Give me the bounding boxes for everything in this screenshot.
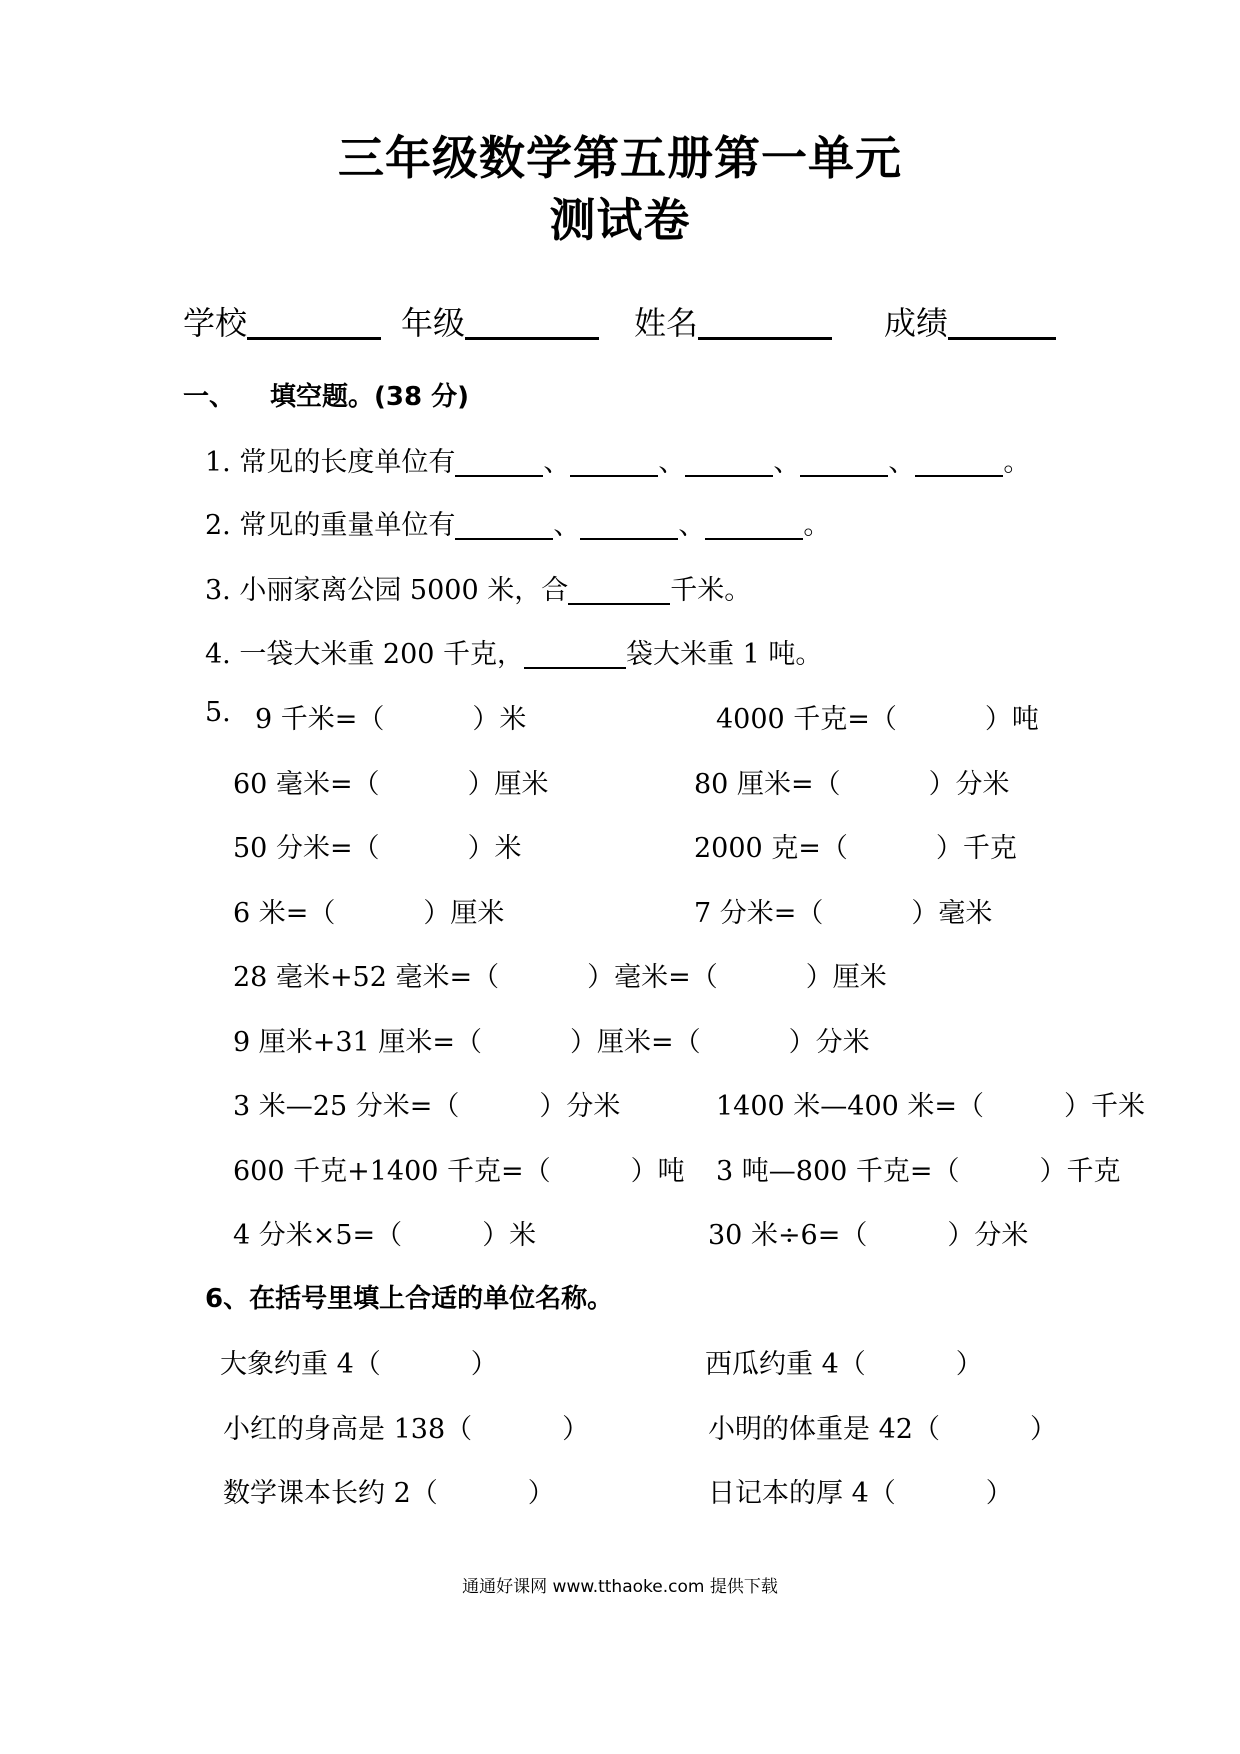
conversion-unit: ）厘米 bbox=[467, 769, 549, 800]
separator: 、 bbox=[543, 447, 571, 478]
conversion-item bbox=[716, 1149, 1121, 1188]
conversion-unit: ）千克 bbox=[935, 833, 1017, 864]
close-paren: ） bbox=[562, 1414, 590, 1445]
conversion-unit: ）毫米=（ bbox=[587, 962, 718, 993]
separator: 、 bbox=[678, 510, 706, 541]
question-text: 4. 一袋大米重 200 千克， bbox=[205, 639, 525, 670]
conversion-item bbox=[233, 1084, 620, 1123]
conversion-unit: ）吨 bbox=[984, 704, 1039, 735]
conversion-unit: ）米 bbox=[472, 704, 527, 735]
unit-text: 小明的体重是 42（ bbox=[708, 1414, 940, 1445]
conversion-item bbox=[716, 1084, 1145, 1123]
conversion-item bbox=[255, 697, 526, 736]
conversion-unit: ）厘米=（ bbox=[569, 1027, 701, 1058]
conversion-item bbox=[233, 1149, 685, 1188]
question-text: 2. 常见的重量单位有 bbox=[205, 510, 456, 541]
answer-blank[interactable] bbox=[580, 510, 678, 540]
conversion-text: 600 千克+1400 千克=（ bbox=[233, 1156, 551, 1187]
conversion-text: 3 吨—800 千克=（ bbox=[716, 1156, 960, 1187]
separator: 、 bbox=[553, 510, 581, 541]
answer-blank[interactable] bbox=[524, 639, 626, 669]
conversion-unit: ）吨 bbox=[630, 1156, 685, 1187]
close-paren: ） bbox=[1029, 1414, 1057, 1445]
answer-blank[interactable] bbox=[570, 447, 658, 477]
conversion-text: 50 分米=（ bbox=[233, 833, 380, 864]
conversion-item bbox=[708, 1213, 1028, 1252]
question-1 bbox=[205, 440, 1030, 479]
conversion-text: 9 厘米+31 厘米=（ bbox=[233, 1027, 482, 1058]
conversion-item bbox=[716, 697, 1039, 736]
name-label: 姓名 bbox=[634, 304, 699, 342]
end-mark: 。 bbox=[803, 510, 831, 541]
question-text: 1. 常见的长度单位有 bbox=[205, 447, 456, 478]
conversion-item bbox=[233, 762, 549, 801]
conversion-text: 9 千米=（ bbox=[255, 704, 385, 735]
conversion-item bbox=[694, 762, 1010, 801]
close-paren: ） bbox=[527, 1478, 555, 1509]
conversion-unit: ）分米 bbox=[788, 1027, 870, 1058]
conversion-text: 3 米—25 分米=（ bbox=[233, 1091, 460, 1122]
conversion-text: 1400 米—400 米=（ bbox=[716, 1091, 985, 1122]
unit-text: 大象约重 4（ bbox=[220, 1349, 381, 1380]
separator: 、 bbox=[773, 447, 801, 478]
answer-blank[interactable] bbox=[685, 447, 773, 477]
end-text: 袋大米重 1 吨。 bbox=[626, 639, 823, 670]
unit-text: 小红的身高是 138（ bbox=[223, 1414, 473, 1445]
school-label: 学校 bbox=[183, 304, 248, 342]
unit-text: 西瓜约重 4（ bbox=[705, 1349, 866, 1380]
question-3 bbox=[205, 568, 751, 607]
page-subtitle: 测试卷 bbox=[549, 193, 691, 247]
conversion-text: 7 分米=（ bbox=[694, 898, 824, 929]
conversion-item bbox=[233, 955, 887, 994]
conversion-unit: ）分米 bbox=[539, 1091, 621, 1122]
conversion-text: 80 厘米=（ bbox=[694, 769, 841, 800]
close-paren: ） bbox=[955, 1349, 983, 1380]
grade-label: 年级 bbox=[401, 304, 466, 342]
grade-blank[interactable] bbox=[465, 303, 599, 340]
section-number: 一、 bbox=[183, 382, 236, 412]
school-field[interactable] bbox=[183, 298, 381, 344]
answer-blank[interactable] bbox=[455, 510, 553, 540]
conversion-unit: ）千米 bbox=[1064, 1091, 1146, 1122]
conversion-text: 28 毫米+52 毫米=（ bbox=[233, 962, 500, 993]
conversion-unit: ）分米 bbox=[928, 769, 1010, 800]
conversion-unit: ）分米 bbox=[947, 1220, 1029, 1251]
score-field[interactable] bbox=[884, 298, 1056, 344]
answer-blank[interactable] bbox=[800, 447, 888, 477]
end-mark: 。 bbox=[1003, 447, 1031, 478]
conversion-item bbox=[694, 826, 1017, 865]
score-blank[interactable] bbox=[948, 303, 1056, 340]
conversion-item bbox=[233, 891, 504, 930]
answer-blank[interactable] bbox=[455, 447, 543, 477]
conversion-text: 30 米÷6=（ bbox=[708, 1220, 868, 1251]
footer-credit: 通通好课网 www.tthaoke.com 提供下载 bbox=[462, 1577, 778, 1597]
answer-blank[interactable] bbox=[568, 575, 670, 605]
unit-item bbox=[223, 1471, 555, 1510]
answer-blank[interactable] bbox=[915, 447, 1003, 477]
unit-item bbox=[708, 1471, 1013, 1510]
name-blank[interactable] bbox=[698, 303, 832, 340]
conversion-item bbox=[694, 891, 992, 930]
answer-blank[interactable] bbox=[705, 510, 803, 540]
conversion-text: 6 米=（ bbox=[233, 898, 336, 929]
conversion-text: 60 毫米=（ bbox=[233, 769, 380, 800]
question-text: 3. 小丽家离公园 5000 米，合 bbox=[205, 575, 569, 606]
close-paren: ） bbox=[985, 1478, 1013, 1509]
unit-text: 日记本的厚 4（ bbox=[708, 1478, 896, 1509]
conversion-unit: ）千克 bbox=[1039, 1156, 1121, 1187]
question-4 bbox=[205, 632, 822, 671]
section-title: 填空题。(38 分) bbox=[270, 382, 469, 412]
unit-item bbox=[220, 1342, 498, 1381]
end-text: 千米。 bbox=[670, 575, 752, 606]
unit-text: 数学课本长约 2（ bbox=[223, 1478, 438, 1509]
conversion-text: 4000 千克=（ bbox=[716, 704, 897, 735]
question-5-number: 5. bbox=[205, 697, 231, 728]
separator: 、 bbox=[888, 447, 916, 478]
conversion-unit: ）毫米 bbox=[911, 898, 993, 929]
school-blank[interactable] bbox=[247, 303, 381, 340]
question-6-title: 6、在括号里填上合适的单位名称。 bbox=[205, 1284, 614, 1314]
conversion-unit: ）厘米 bbox=[423, 898, 505, 929]
unit-item bbox=[223, 1407, 589, 1446]
conversion-item bbox=[233, 1213, 536, 1252]
unit-item bbox=[708, 1407, 1057, 1446]
separator: 、 bbox=[658, 447, 686, 478]
conversion-text: 4 分米×5=（ bbox=[233, 1220, 403, 1251]
unit-item bbox=[705, 1342, 983, 1381]
grade-field[interactable] bbox=[401, 298, 599, 344]
conversion-unit: ）米 bbox=[467, 833, 522, 864]
score-label: 成绩 bbox=[884, 304, 949, 342]
question-2 bbox=[205, 503, 830, 542]
conversion-text: 2000 克=（ bbox=[694, 833, 848, 864]
conversion-item bbox=[233, 1020, 870, 1059]
conversion-unit: ）米 bbox=[482, 1220, 537, 1251]
name-field[interactable] bbox=[634, 298, 832, 344]
conversion-item bbox=[233, 826, 522, 865]
close-paren: ） bbox=[470, 1349, 498, 1380]
page-title: 三年级数学第五册第一单元 bbox=[338, 131, 902, 185]
conversion-unit: ）厘米 bbox=[805, 962, 887, 993]
